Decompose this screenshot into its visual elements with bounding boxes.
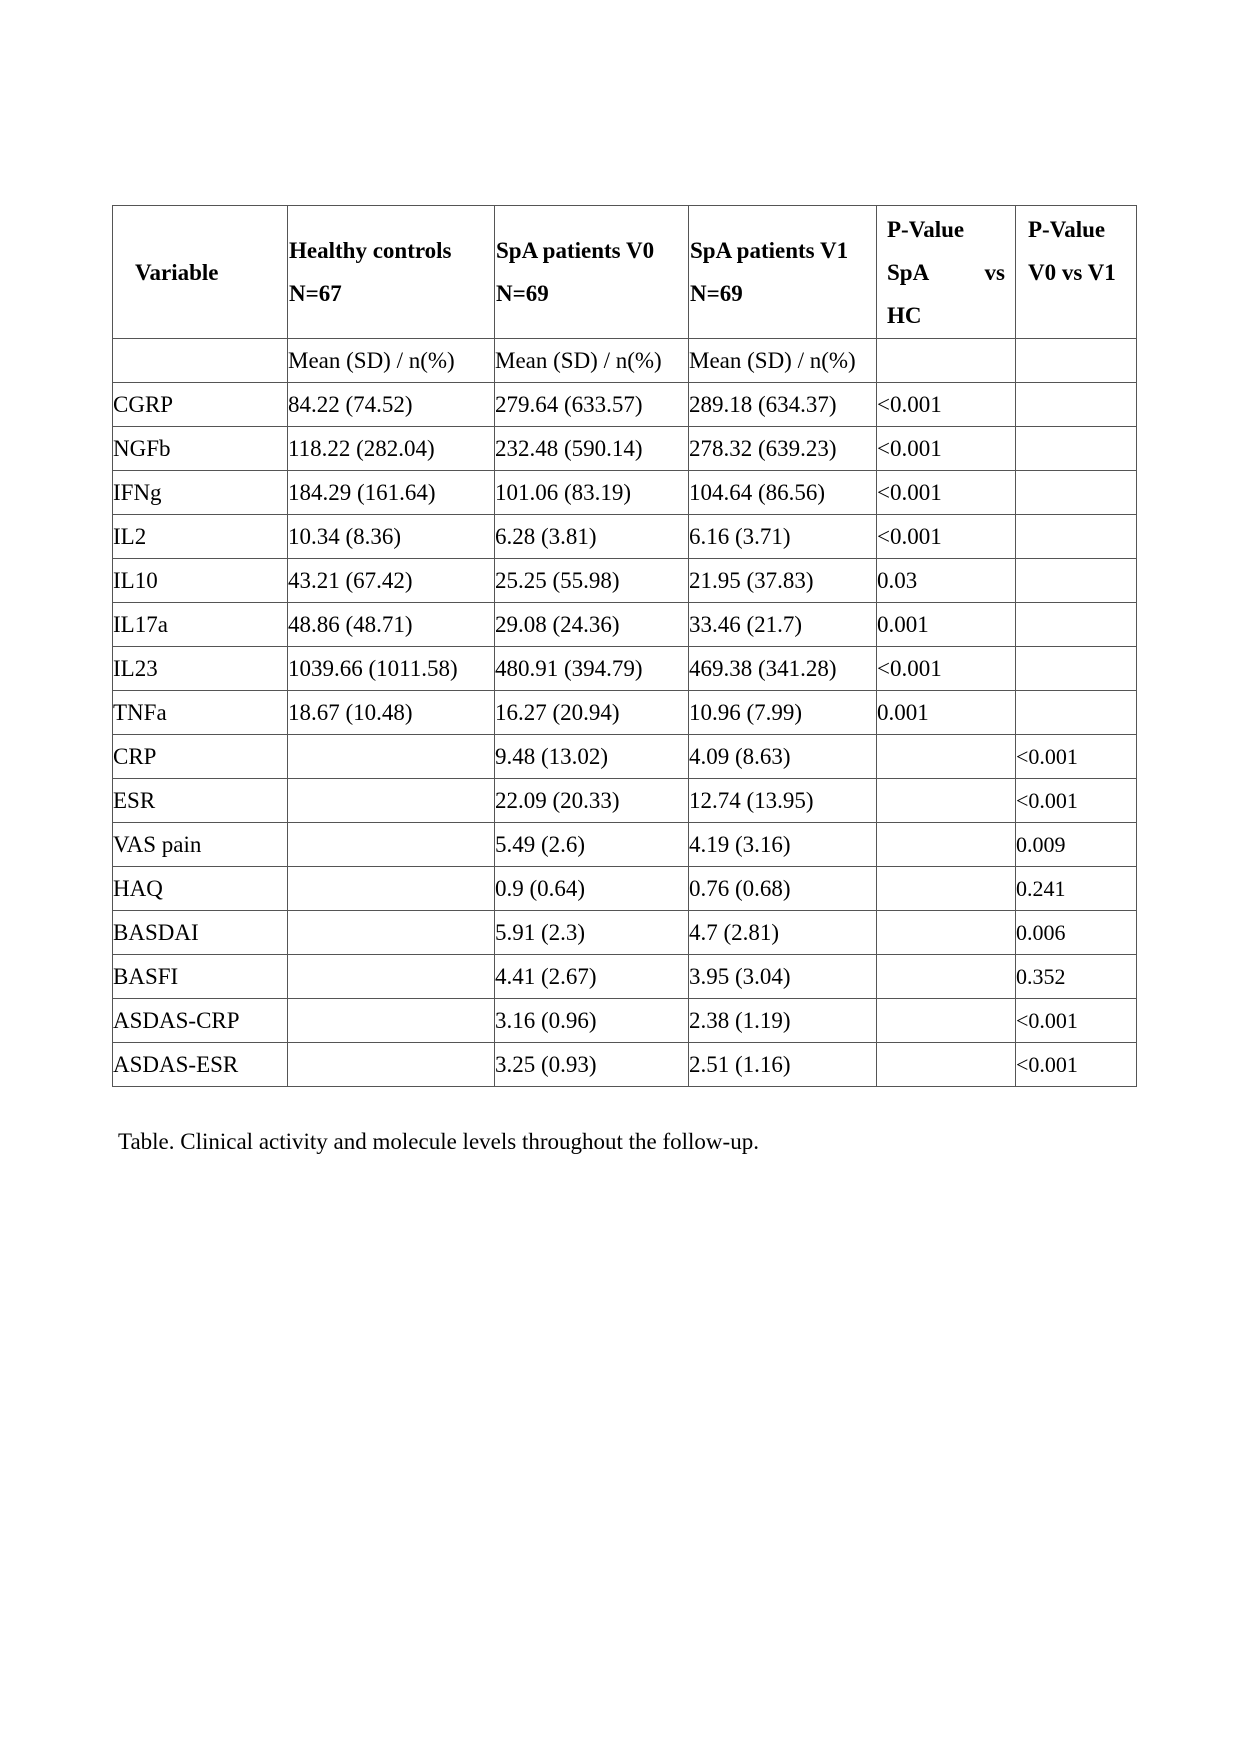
table-row [113, 559, 1137, 603]
cell-spa-v1: 12.74 (13.95) [689, 779, 877, 823]
cell-variable: IL10 [113, 559, 288, 603]
subheader-row [113, 339, 1137, 383]
cell-spa-v0: 6.28 (3.81) [495, 515, 689, 559]
cell-variable: ASDAS-CRP [113, 999, 288, 1043]
header-v1-title: SpA patients V1 [690, 238, 849, 263]
cell-spa-v0: 3.16 (0.96) [495, 999, 689, 1043]
cell-healthy-controls [288, 867, 495, 911]
cell-variable: NGFb [113, 427, 288, 471]
cell-healthy-controls: 10.34 (8.36) [288, 515, 495, 559]
subheader-v0: Mean (SD) / n(%) [495, 339, 689, 383]
table-row [113, 911, 1137, 955]
cell-pvalue-v0-v1 [1016, 427, 1137, 471]
table-container [112, 205, 1137, 1087]
cell-pvalue-spa-hc: <0.001 [877, 427, 1016, 471]
cell-spa-v1: 0.76 (0.68) [689, 867, 877, 911]
cell-spa-v0: 0.9 (0.64) [495, 867, 689, 911]
cell-pvalue-v0-v1 [1016, 383, 1137, 427]
cell-variable: BASDAI [113, 911, 288, 955]
cell-healthy-controls [288, 779, 495, 823]
cell-spa-v1: 278.32 (639.23) [689, 427, 877, 471]
subheader-p1 [877, 339, 1016, 383]
cell-pvalue-spa-hc [877, 867, 1016, 911]
cell-spa-v1: 469.38 (341.28) [689, 647, 877, 691]
table-row [113, 867, 1137, 911]
cell-pvalue-spa-hc [877, 779, 1016, 823]
cell-pvalue-v0-v1 [1016, 691, 1137, 735]
header-spa-v1 [689, 206, 877, 339]
cell-pvalue-v0-v1: <0.001 [1016, 779, 1137, 823]
table-row [113, 691, 1137, 735]
subheader-v1: Mean (SD) / n(%) [689, 339, 877, 383]
cell-spa-v0: 22.09 (20.33) [495, 779, 689, 823]
cell-pvalue-v0-v1: <0.001 [1016, 1043, 1137, 1087]
cell-spa-v0: 279.64 (633.57) [495, 383, 689, 427]
header-variable [113, 206, 288, 339]
cell-pvalue-spa-hc [877, 955, 1016, 999]
cell-variable: HAQ [113, 867, 288, 911]
cell-spa-v1: 3.95 (3.04) [689, 955, 877, 999]
cell-spa-v1: 2.38 (1.19) [689, 999, 877, 1043]
cell-spa-v0: 29.08 (24.36) [495, 603, 689, 647]
table-row [113, 383, 1137, 427]
header-row [113, 206, 1137, 339]
table-row [113, 999, 1137, 1043]
cell-spa-v0: 5.49 (2.6) [495, 823, 689, 867]
cell-spa-v1: 4.09 (8.63) [689, 735, 877, 779]
cell-pvalue-v0-v1: 0.006 [1016, 911, 1137, 955]
cell-spa-v0: 101.06 (83.19) [495, 471, 689, 515]
cell-pvalue-v0-v1 [1016, 647, 1137, 691]
cell-healthy-controls [288, 999, 495, 1043]
header-p2-compare: V0 vs V1 [1028, 260, 1116, 285]
cell-healthy-controls: 184.29 (161.64) [288, 471, 495, 515]
table-row [113, 823, 1137, 867]
table-row [113, 515, 1137, 559]
cell-healthy-controls [288, 735, 495, 779]
cell-variable: TNFa [113, 691, 288, 735]
table-row [113, 603, 1137, 647]
header-p1-title: P-Value [887, 216, 965, 242]
cell-variable: ASDAS-ESR [113, 1043, 288, 1087]
table-row [113, 427, 1137, 471]
cell-pvalue-spa-hc: <0.001 [877, 515, 1016, 559]
cell-variable: IL23 [113, 647, 288, 691]
table-row [113, 735, 1137, 779]
cell-variable: CRP [113, 735, 288, 779]
cell-healthy-controls [288, 823, 495, 867]
results-table [112, 205, 1137, 1087]
header-healthy-controls [288, 206, 495, 339]
cell-spa-v0: 480.91 (394.79) [495, 647, 689, 691]
cell-pvalue-v0-v1 [1016, 471, 1137, 515]
cell-variable: IFNg [113, 471, 288, 515]
header-p1-vs: vs [984, 259, 1005, 285]
cell-spa-v0: 5.91 (2.3) [495, 911, 689, 955]
cell-pvalue-spa-hc: 0.001 [877, 603, 1016, 647]
header-hc-title: Healthy controls [289, 238, 452, 263]
cell-spa-v1: 6.16 (3.71) [689, 515, 877, 559]
cell-pvalue-spa-hc: <0.001 [877, 647, 1016, 691]
cell-spa-v1: 4.19 (3.16) [689, 823, 877, 867]
table-row [113, 779, 1137, 823]
header-hc-n: N=67 [289, 281, 342, 306]
table-row [113, 471, 1137, 515]
header-p1-compare [887, 251, 1005, 294]
header-variable-label: Variable [135, 259, 219, 285]
cell-healthy-controls: 18.67 (10.48) [288, 691, 495, 735]
cell-healthy-controls: 84.22 (74.52) [288, 383, 495, 427]
cell-pvalue-v0-v1: <0.001 [1016, 735, 1137, 779]
cell-healthy-controls: 118.22 (282.04) [288, 427, 495, 471]
cell-pvalue-spa-hc [877, 1043, 1016, 1087]
cell-pvalue-spa-hc [877, 735, 1016, 779]
header-p1-hc: HC [887, 302, 922, 328]
cell-spa-v1: 4.7 (2.81) [689, 911, 877, 955]
cell-pvalue-spa-hc: 0.03 [877, 559, 1016, 603]
cell-variable: IL17a [113, 603, 288, 647]
cell-spa-v1: 2.51 (1.16) [689, 1043, 877, 1087]
table-body [113, 339, 1137, 1087]
cell-healthy-controls: 43.21 (67.42) [288, 559, 495, 603]
cell-pvalue-v0-v1: 0.009 [1016, 823, 1137, 867]
cell-pvalue-spa-hc: <0.001 [877, 383, 1016, 427]
cell-pvalue-v0-v1 [1016, 603, 1137, 647]
cell-pvalue-v0-v1: <0.001 [1016, 999, 1137, 1043]
header-p1-spa: SpA [887, 259, 930, 285]
header-p2-title: P-Value [1028, 217, 1106, 242]
cell-spa-v0: 232.48 (590.14) [495, 427, 689, 471]
cell-pvalue-spa-hc: 0.001 [877, 691, 1016, 735]
header-v1-n: N=69 [690, 281, 743, 306]
header-v0-title: SpA patients V0 [496, 238, 655, 263]
cell-variable: BASFI [113, 955, 288, 999]
table-row [113, 955, 1137, 999]
subheader-hc: Mean (SD) / n(%) [288, 339, 495, 383]
cell-healthy-controls [288, 1043, 495, 1087]
cell-spa-v0: 25.25 (55.98) [495, 559, 689, 603]
cell-pvalue-spa-hc [877, 999, 1016, 1043]
cell-healthy-controls: 1039.66 (1011.58) [288, 647, 495, 691]
table-row [113, 1043, 1137, 1087]
header-spa-v0 [495, 206, 689, 339]
cell-pvalue-v0-v1 [1016, 515, 1137, 559]
cell-variable: IL2 [113, 515, 288, 559]
cell-pvalue-v0-v1 [1016, 559, 1137, 603]
cell-pvalue-v0-v1: 0.352 [1016, 955, 1137, 999]
cell-pvalue-v0-v1: 0.241 [1016, 867, 1137, 911]
header-v0-n: N=69 [496, 281, 549, 306]
cell-variable: CGRP [113, 383, 288, 427]
cell-spa-v0: 4.41 (2.67) [495, 955, 689, 999]
cell-variable: VAS pain [113, 823, 288, 867]
cell-spa-v0: 3.25 (0.93) [495, 1043, 689, 1087]
cell-spa-v1: 33.46 (21.7) [689, 603, 877, 647]
subheader-p2 [1016, 339, 1137, 383]
cell-healthy-controls [288, 955, 495, 999]
cell-healthy-controls [288, 911, 495, 955]
cell-spa-v1: 21.95 (37.83) [689, 559, 877, 603]
cell-spa-v0: 9.48 (13.02) [495, 735, 689, 779]
cell-spa-v0: 16.27 (20.94) [495, 691, 689, 735]
cell-pvalue-spa-hc [877, 823, 1016, 867]
cell-spa-v1: 104.64 (86.56) [689, 471, 877, 515]
cell-pvalue-spa-hc: <0.001 [877, 471, 1016, 515]
cell-spa-v1: 289.18 (634.37) [689, 383, 877, 427]
cell-variable: ESR [113, 779, 288, 823]
table-row [113, 647, 1137, 691]
header-pvalue-spa-hc [877, 206, 1016, 339]
cell-spa-v1: 10.96 (7.99) [689, 691, 877, 735]
header-pvalue-v0-v1 [1016, 206, 1137, 339]
subheader-variable [113, 339, 288, 383]
cell-healthy-controls: 48.86 (48.71) [288, 603, 495, 647]
cell-pvalue-spa-hc [877, 911, 1016, 955]
table-caption: Table. Clinical activity and molecule levels throughout the follow-up. [118, 1129, 759, 1154]
